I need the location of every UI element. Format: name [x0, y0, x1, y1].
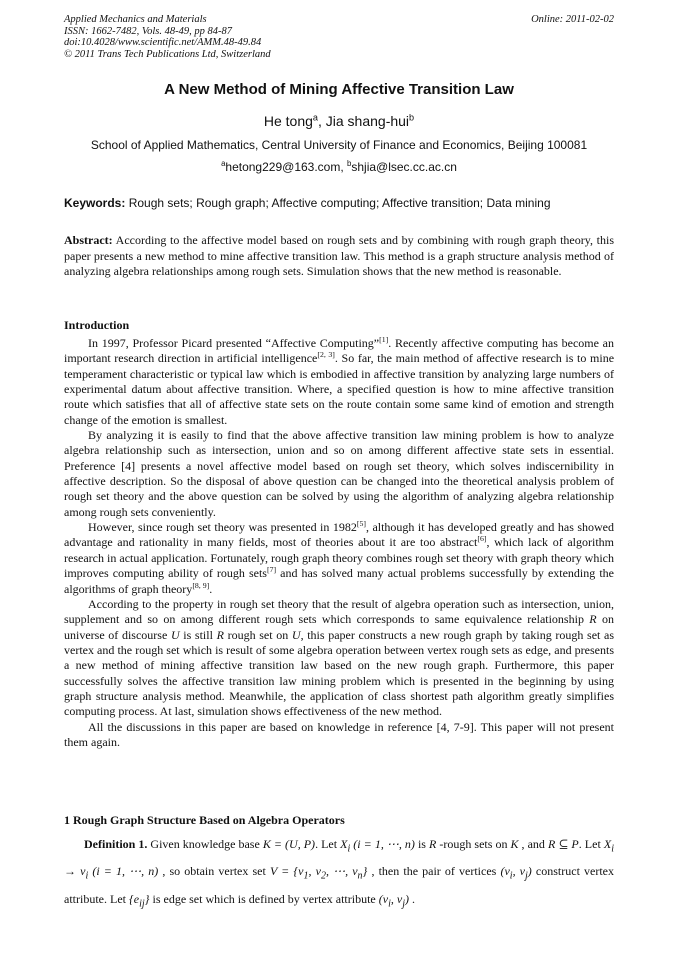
- text-run: , and: [518, 837, 548, 851]
- math-sub: n: [357, 870, 363, 882]
- math-expr: (v: [500, 864, 510, 879]
- keywords-text: Rough sets; Rough graph; Affective computing; Affective transition; Data mining: [125, 196, 551, 210]
- intro-paragraph-2: By analyzing it is easily to find that the above affective transition law mining problem is how to analyze algebra relationship such as intersection, union and so on among different affective state sets in essential. Preference [4] presents a novel affective model based on rough set theory, which solves indiscernibility in affective description. So the disposal of above question can be changed into the theoretical analysis problem of rough set theory and the above question can be solved by using the algorithm of analyzing algebra relationship among rough sets conveniently.: [64, 428, 614, 519]
- citation: [8, 9]: [192, 580, 210, 590]
- text-run: .: [209, 581, 213, 596]
- text-run: . Recently affective computing has become an important research direction in artificial intelligence: [64, 336, 614, 366]
- text-run: . Let: [578, 837, 604, 851]
- author-1: He tong: [263, 113, 313, 129]
- online-date: Online: 2011-02-02: [531, 14, 614, 25]
- text-run: However, since rough set theory was presented in 1982: [88, 520, 357, 535]
- math-expr: R: [429, 837, 437, 851]
- text-run: rough set on: [223, 627, 292, 642]
- email-a: hetong229@163.com,: [225, 160, 348, 174]
- math-sub: j: [525, 870, 528, 882]
- math-sub: j: [402, 898, 405, 910]
- email-line: [0, 160, 678, 174]
- text-run: is: [414, 837, 429, 851]
- math-expr: }: [362, 864, 368, 879]
- math-expr: {e: [128, 891, 140, 906]
- text-run: .: [408, 891, 415, 906]
- intro-paragraph-1: [64, 336, 614, 428]
- text-run: , then the pair of vertices: [367, 864, 501, 879]
- abstract-text: According to the affective model based on rough sets and by combining with rough graph theory, this paper presents a new method to mine affective transition law. This method is a graph structure analysis method of analyzing algebra relationships among rough sets. Simulation shows that the new method is reasonable.: [64, 233, 614, 278]
- citation: [6]: [477, 534, 487, 544]
- text-run: and has solved many actual problems successfully by extending the algorithms of graph theory: [64, 566, 614, 596]
- text-run: In 1997, Professor Picard presented “Affective Computing”: [88, 336, 380, 350]
- math-sub: i: [509, 870, 513, 882]
- abstract: [64, 233, 614, 280]
- definition-1: [64, 833, 614, 915]
- text-run: is edge set which is defined by vertex attribute: [149, 891, 379, 906]
- journal-info: [64, 14, 271, 60]
- math-symbol: R: [589, 612, 597, 627]
- copyright-line: © 2011 Trans Tech Publications Ltd, Switzerland: [64, 48, 271, 60]
- math-expr: , v: [390, 891, 403, 906]
- math-expr: → v: [64, 864, 86, 879]
- math-expr: ): [527, 864, 532, 879]
- math-sub: 1: [303, 870, 309, 882]
- text-run: . So far, the main method of affective research is to mine temperament characteristic or typical law which is embodied in affective transition by analyzing large numbers of experimental datum about affective transition. Where, a specified question is how to mine affective transition route which satisfies that all of affective state sets on the route contain some same kind of emotion and strength change of the emotion is smallest.: [64, 351, 615, 427]
- math-symbol: R: [216, 627, 224, 642]
- text-run: , although it has developed greatly and has showed advantage and rationality in many fields, most of theories about it are too abstract: [64, 520, 614, 550]
- author-1-mark: a: [312, 112, 318, 123]
- email-b-mark: b: [347, 159, 352, 168]
- issn-line: ISSN: 1662-7482, Vols. 48-49, pp 84-87: [64, 25, 232, 37]
- math-sub: i: [85, 870, 89, 882]
- email-b: shjia@lsec.cc.ac.cn: [351, 160, 457, 174]
- text-run: , so obtain vertex set: [158, 864, 270, 879]
- math-expr: ): [404, 891, 409, 906]
- citation: [5]: [356, 519, 366, 529]
- affiliation: School of Applied Mathematics, Central University of Finance and Economics, Beijing 100081: [90, 138, 588, 152]
- math-expr: K: [510, 837, 519, 851]
- keywords-label: Keywords:: [64, 196, 126, 210]
- math-expr: , ⋯, v: [325, 864, 358, 879]
- math-symbol: U: [291, 627, 301, 642]
- intro-paragraph-4: [64, 597, 614, 720]
- citation: [1]: [379, 335, 389, 344]
- citation: [7]: [266, 565, 277, 575]
- introduction-heading: Introduction: [64, 318, 130, 332]
- math-sub: i: [611, 843, 614, 855]
- math-sub: i: [347, 843, 351, 855]
- text-run: According to the property in rough set theory that the result of algebra operation such as intersection, union, supplement and so on among different rough sets which corresponds to same equivalence relationship: [64, 596, 614, 627]
- journal-name: Applied Mechanics and Materials: [64, 14, 207, 25]
- math-expr: (v: [378, 891, 389, 906]
- doi-line: doi:10.4028/www.scientific.net/AMM.48-49.84: [64, 37, 262, 48]
- math-expr: V = {v: [269, 864, 304, 879]
- math-expr: , v: [512, 864, 526, 879]
- math-expr: (i = 1, ⋯, n): [350, 837, 415, 851]
- math-sub: ij: [139, 898, 145, 910]
- math-symbol: U: [170, 627, 180, 642]
- text-run: , this paper constructs a new rough graph by taking rough set as vertex and the rough set which is result of some algebra operation between vertex rough sets as edge, and presents a new method of mining affective transition law based on the new rough graph. Furthermore, this paper successfully solves the affective transition law mining problem which is presented in the beginning by using graph structure analysis method. Meanwhile, the application of class shortest path algorithm greatly simplifies computing process. At last, simulation shows effectiveness of the new method.: [64, 627, 614, 719]
- abstract-label: Abstract:: [64, 233, 113, 247]
- definition-paragraph: [64, 833, 614, 915]
- math-expr: , v: [308, 864, 321, 879]
- math-expr: }: [144, 891, 150, 906]
- citation: [2, 3]: [317, 350, 335, 360]
- introduction-body: [64, 336, 614, 750]
- math-expr: R ⊆ P: [547, 837, 579, 851]
- math-expr: X: [340, 837, 348, 851]
- paper-title: A New Method of Mining Affective Transition Law: [164, 81, 514, 98]
- text-run: Given knowledge base: [147, 837, 263, 851]
- author-2: Jia shang-hui: [325, 113, 410, 129]
- text-run: is still: [179, 627, 217, 642]
- math-expr: X: [603, 837, 612, 851]
- math-sub: i: [388, 898, 391, 910]
- math-expr: (i = 1, ⋯, n): [88, 864, 159, 879]
- keywords: [64, 196, 624, 210]
- email-a-mark: a: [221, 159, 226, 168]
- math-sub: 2: [320, 870, 326, 882]
- author-separator: ,: [317, 113, 326, 129]
- text-run: . Let: [315, 837, 341, 851]
- text-run: construct vertex attribute. Let: [64, 864, 615, 906]
- text-run: , which lack of algorithm research in actual application. Fortunately, rough graph theory combines rough set theory with graph theory which improves computing ability of rough sets: [64, 535, 615, 581]
- intro-paragraph-5: All the discussions in this paper are based on knowledge in reference [4, 7-9]. This paper will not present them again.: [64, 719, 614, 749]
- section-1-heading: 1 Rough Graph Structure Based on Algebra Operators: [64, 813, 345, 827]
- intro-paragraph-3: [64, 520, 614, 597]
- text-run: -rough sets on: [436, 837, 511, 851]
- author-line: [0, 113, 678, 129]
- text-run: on universe of discourse: [64, 612, 614, 642]
- author-2-mark: b: [409, 112, 415, 123]
- definition-label: Definition 1.: [84, 837, 148, 851]
- math-expr: K = (U, P): [262, 837, 316, 851]
